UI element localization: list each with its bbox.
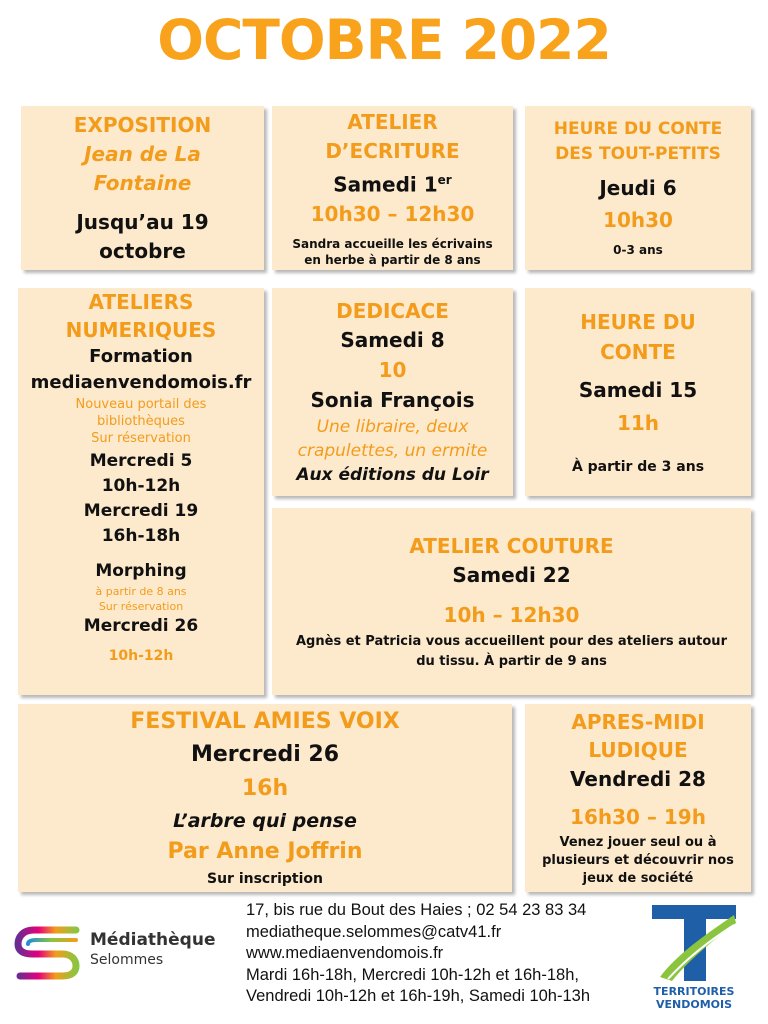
event-heading: DES TOUT-PETITS — [555, 144, 721, 164]
event-note: Sur inscription — [206, 871, 324, 887]
event-heading: D’ECRITURE — [325, 138, 460, 163]
event-heading: ATELIER — [347, 109, 438, 134]
event-day: Mercredi 26 — [83, 616, 199, 636]
event-time: 16h — [241, 776, 289, 801]
event-note: bibliothèques — [97, 414, 185, 429]
event-time: 16h-18h — [101, 526, 181, 546]
event-author: Par Anne Joffrin — [167, 839, 363, 864]
event-note: Sur réservation — [98, 600, 184, 613]
event-note: Nouveau portail des — [75, 397, 207, 412]
event-heading: LUDIQUE — [588, 738, 688, 762]
event-atelier-couture — [272, 508, 751, 695]
event-day: Samedi 8 — [340, 328, 445, 352]
address-line: 17, bis rue du Bout des Haies ; 02 54 23 83 34 — [246, 901, 587, 919]
exhibit-name-2: Fontaine — [93, 170, 192, 195]
event-desc-2: en herbe à partir de 8 ans — [304, 253, 481, 268]
event-date-1: Jusqu’au 19 — [76, 209, 209, 234]
event-age: 0-3 ans — [613, 243, 663, 257]
event-festival — [18, 704, 512, 892]
website-link[interactable]: www.mediaenvendomois.fr — [246, 944, 444, 962]
event-heading: DEDICACE — [336, 299, 449, 323]
event-desc-1: Agnès et Patricia vous accueillent pour des ateliers autour — [296, 633, 727, 649]
event-dedicace — [272, 288, 513, 496]
event-heading: APRES-MIDI — [571, 710, 705, 734]
event-time: 10h – 12h30 — [443, 602, 580, 627]
event-heading: NUMERIQUES — [65, 318, 217, 342]
event-age: À partir de 3 ans — [571, 459, 705, 475]
event-subtitle: Morphing — [95, 561, 187, 581]
mediatheque-logo — [12, 924, 232, 980]
page-title: OCTOBRE 2022 — [157, 8, 611, 72]
event-time: 10h30 — [603, 208, 673, 232]
event-day: Samedi 15 — [578, 378, 698, 402]
event-time: 10h30 – 12h30 — [310, 202, 475, 227]
show-title: L’arbre qui pense — [173, 810, 357, 832]
territoires-vendomois-logo — [648, 903, 740, 1013]
event-time: 10 — [378, 358, 407, 382]
event-website: mediaenvendomois.fr — [30, 372, 252, 393]
event-day: Mercredi 5 — [89, 451, 193, 471]
event-heure-conte — [525, 288, 751, 496]
event-heading: HEURE DU — [580, 310, 696, 334]
event-desc-2: du tissu. À partir de 9 ans — [416, 653, 607, 669]
event-heading: CONTE — [600, 340, 676, 364]
event-desc-1: Sandra accueille les écrivains — [292, 237, 493, 252]
event-heading: FESTIVAL AMIES VOIX — [130, 709, 400, 734]
event-heading: HEURE DU CONTE — [553, 119, 723, 139]
logo-line-2: VENDOMOIS — [655, 998, 733, 1011]
event-date-2: octobre — [99, 238, 186, 263]
event-author: Sonia François — [310, 388, 475, 412]
logo-name: Médiathèque — [90, 930, 216, 950]
email-link[interactable]: mediatheque.selommes@catv41.fr — [246, 922, 502, 941]
event-day-sup: er — [437, 172, 452, 187]
event-desc-2: plusieurs et découvrir nos — [542, 853, 734, 868]
territoires-t-icon — [648, 903, 740, 983]
event-apres-midi-ludique — [525, 704, 751, 892]
logo-place: Selommes — [90, 952, 164, 968]
mediatheque-logo-icon — [12, 924, 84, 980]
event-atelier-ecriture — [272, 106, 513, 270]
event-day: Jeudi 6 — [599, 176, 677, 200]
logo-line-1: TERRITOIRES — [653, 985, 735, 998]
event-desc-3: jeux de société — [582, 871, 694, 886]
event-note: Sur réservation — [91, 431, 191, 446]
opening-hours-2: Vendredi 10h-12h et 16h-19h, Samedi 10h-13h — [246, 987, 591, 1005]
event-time: 11h — [616, 411, 660, 435]
event-time: 10h-12h — [101, 476, 181, 496]
event-day — [333, 166, 451, 200]
event-desc-1: Venez jouer seul ou à — [559, 835, 717, 850]
opening-hours-1: Mardi 16h-18h, Mercredi 10h-12h et 16h-18h, — [246, 965, 579, 984]
event-day: Samedi 22 — [452, 562, 571, 587]
event-ateliers-numeriques — [18, 288, 264, 695]
contact-info — [246, 900, 590, 1008]
event-day-text: Samedi 1 — [333, 172, 438, 197]
event-heading: EXPOSITION — [73, 112, 212, 137]
event-exposition — [21, 106, 264, 270]
event-heading: ATELIERS — [88, 290, 194, 314]
event-heure-conte-petits — [525, 106, 751, 270]
event-time: 10h-12h — [108, 648, 174, 664]
event-heading: ATELIER COUTURE — [409, 533, 614, 558]
event-time: 16h30 – 19h — [570, 805, 706, 829]
exhibit-name-1: Jean de La — [84, 141, 201, 166]
event-day: Mercredi 26 — [190, 742, 340, 767]
event-note: à partir de 8 ans — [95, 585, 187, 598]
book-title-1: Une libraire, deux — [316, 417, 469, 437]
event-publisher: Aux éditions du Loir — [296, 465, 489, 485]
event-subtitle: Formation — [89, 346, 193, 367]
event-day: Mercredi 19 — [83, 501, 199, 521]
event-day: Vendredi 28 — [570, 767, 706, 791]
book-title-2: crapulettes, un ermite — [297, 441, 488, 461]
